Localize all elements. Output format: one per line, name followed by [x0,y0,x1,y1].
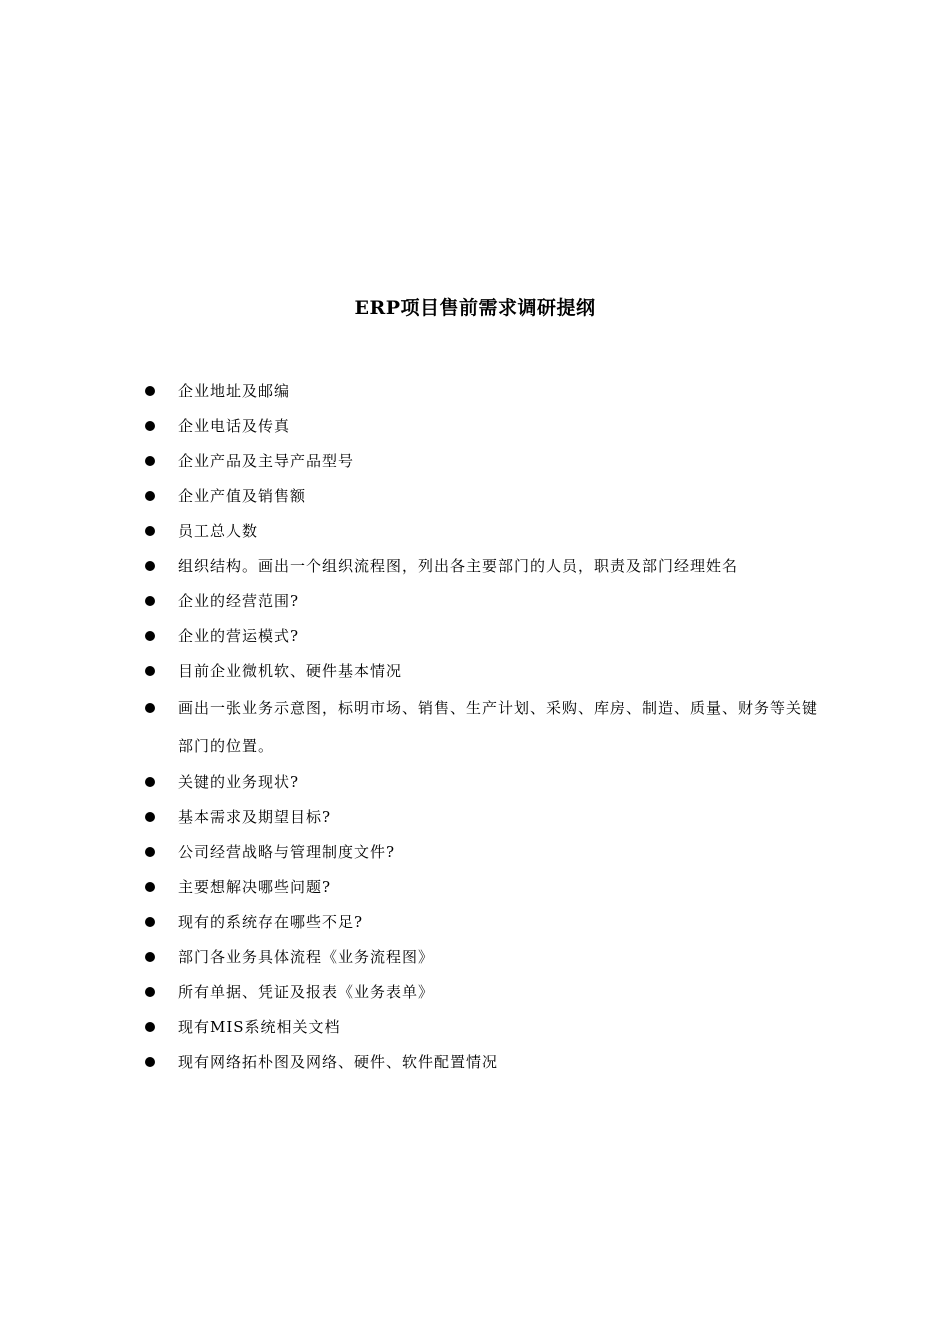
list-item [140,870,820,905]
bullet-icon [145,847,155,857]
list-item-text: 企业产品及主导产品型号 [178,452,355,470]
list-item-text: 员工总人数 [178,522,259,540]
list-item-text: 目前企业微机软、硬件基本情况 [178,662,403,680]
list-item [140,975,820,1010]
bullet-icon [145,526,155,536]
bullet-icon [145,777,155,787]
bullet-icon [145,987,155,997]
document-title: ERP项目售前需求调研提纲 [354,297,596,319]
bullet-icon [145,561,155,571]
list-item-text: 现有MIS系统相关文档 [178,1018,341,1036]
list-item [140,905,820,940]
list-item [140,800,820,835]
list-item [140,409,820,444]
list-item-text: 现有的系统存在哪些不足? [178,913,364,931]
list-item [140,619,820,654]
list-item [140,689,820,765]
list-item-text: 部门各业务具体流程《业务流程图》 [178,948,435,966]
list-item-text: 企业的营运模式? [178,627,300,645]
bullet-icon [145,456,155,466]
list-item [140,549,820,584]
list-item [140,514,820,549]
requirements-list [140,374,820,1080]
list-item-text: 企业电话及传真 [178,417,291,435]
list-item-text: 公司经营战略与管理制度文件? [178,843,396,861]
bullet-icon [145,703,155,713]
list-item [140,374,820,409]
list-item [140,654,820,689]
bullet-icon [145,631,155,641]
bullet-icon [145,421,155,431]
list-item [140,835,820,870]
list-item-text: 基本需求及期望目标? [178,808,332,826]
bullet-icon [145,882,155,892]
list-item [140,479,820,514]
list-item-text: 画出一张业务示意图，标明市场、销售、生产计划、采购、库房、制造、质量、财务等关键部门的位置。 [178,699,819,755]
list-item-text: 现有网络拓朴图及网络、硬件、软件配置情况 [178,1053,499,1071]
bullet-icon [145,917,155,927]
list-item [140,765,820,800]
bullet-icon [145,491,155,501]
list-item-text: 企业的经营范围? [178,592,300,610]
list-item [140,1010,820,1045]
list-item-text: 组织结构。画出一个组织流程图，列出各主要部门的人员，职责及部门经理姓名 [178,557,739,575]
bullet-icon [145,952,155,962]
bullet-icon [145,596,155,606]
bullet-icon [145,1022,155,1032]
bullet-icon [145,386,155,396]
list-item-text: 主要想解决哪些问题? [178,878,332,896]
list-item-text: 企业产值及销售额 [178,487,307,505]
list-item [140,584,820,619]
bullet-icon [145,666,155,676]
list-item-text: 关键的业务现状? [178,773,300,791]
list-item-text: 企业地址及邮编 [178,382,291,400]
list-item [140,940,820,975]
bullet-icon [145,1057,155,1067]
list-item [140,444,820,479]
list-item [140,1045,820,1080]
list-item-text: 所有单据、凭证及报表《业务表单》 [178,983,435,1001]
bullet-icon [145,812,155,822]
